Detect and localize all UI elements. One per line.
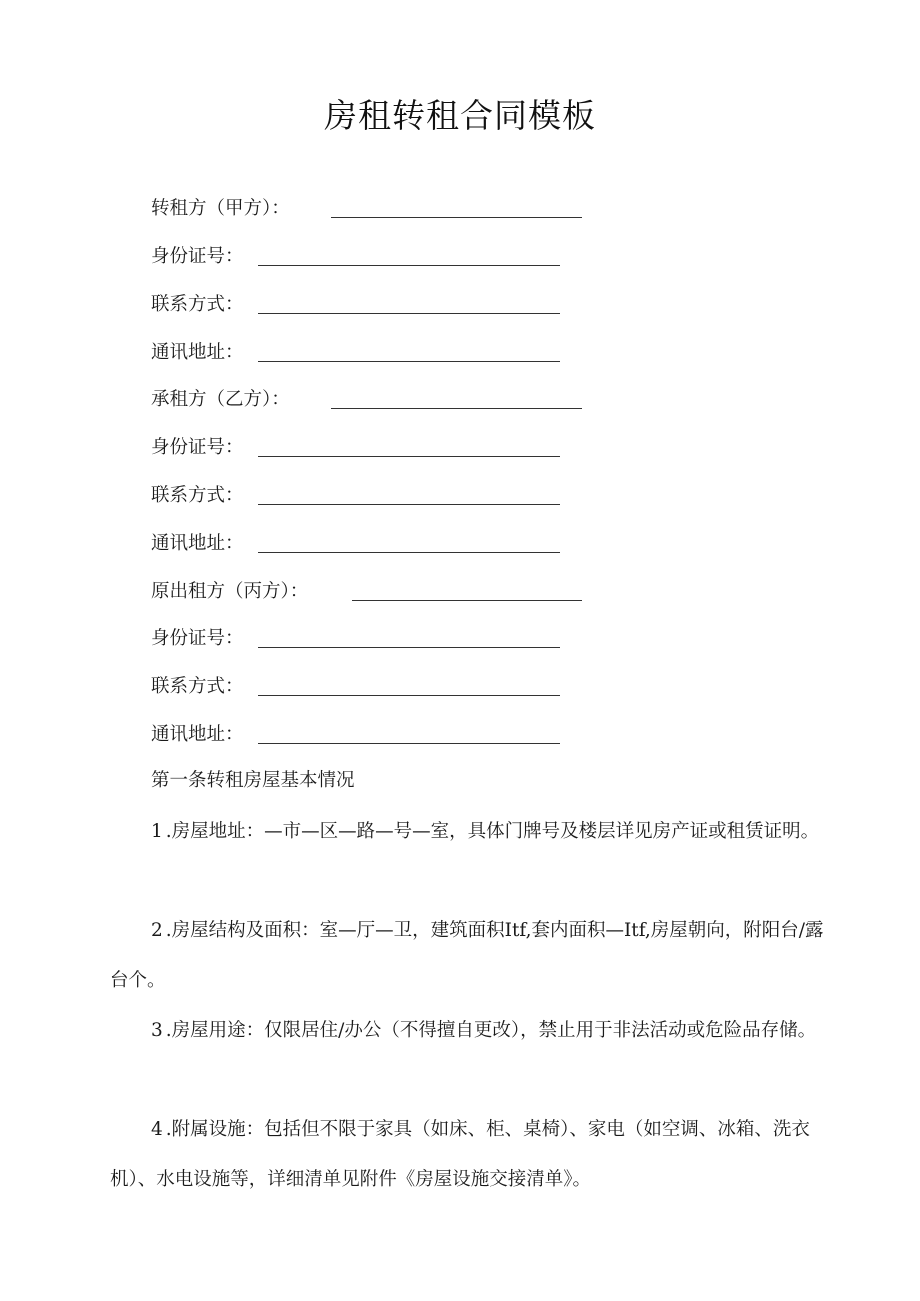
clause-number: 3 [151,1020,163,1041]
article-heading: 第一条转租房屋基本情况 [151,770,355,791]
sublessor-id-label: 身份证号： [151,246,244,267]
sublessee-label: 承租方（乙方）： [151,389,290,410]
original-lessor-id-label: 身份证号： [151,628,244,649]
clause-number: 2 [151,920,163,941]
sublessee-address-blank[interactable] [258,552,560,553]
original-lessor-address-label: 通讯地址： [151,724,244,745]
sublessee-address-label: 通讯地址： [151,533,244,554]
original-lessor-id-blank[interactable] [258,647,560,648]
original-lessor-address-blank[interactable] [258,743,560,744]
sublessee-id-blank[interactable] [258,456,560,457]
clause-text: .附属设施：包括但不限于家具（如床、柜、桌椅）、家电（如空调、冰箱、洗衣机）、水电设施等，详细清单见附件《房屋设施交接清单》。 [110,1119,810,1190]
sublessor-id-blank[interactable] [258,265,560,266]
original-lessor-contact-blank[interactable] [258,695,560,696]
sublessee-blank[interactable] [331,408,582,409]
sublessee-contact-label: 联系方式： [151,485,244,506]
clause-number: 1 [151,821,163,842]
clause-text: .房屋地址：—市—区—路—号—室，具体门牌号及楼层详见房产证或租赁证明。 [165,821,820,842]
sublessor-contact-label: 联系方式： [151,294,244,315]
clause-number: 4 [151,1119,163,1140]
original-lessor-blank[interactable] [352,600,582,601]
sublessor-label: 转租方（甲方）： [151,198,290,219]
clause-text: .房屋结构及面积：室—厅—卫，建筑面积Itf,套内面积—Itf,房屋朝向，附阳台/露台个。 [110,920,824,991]
clause-1 [110,807,830,857]
sublessor-address-blank[interactable] [258,361,560,362]
clause-4 [110,1105,830,1205]
original-lessor-contact-label: 联系方式： [151,676,244,697]
original-lessor-label: 原出租方（丙方）： [151,581,309,602]
clause-2 [110,906,830,1006]
page-title: 房租转租合同模板 [324,96,596,135]
clause-text: .房屋用途：仅限居住/办公（不得擅自更改），禁止用于非法活动或危险品存储。 [165,1020,817,1041]
sublessee-contact-blank[interactable] [258,504,560,505]
clause-3 [110,1006,830,1056]
sublessee-id-label: 身份证号： [151,437,244,458]
sublessor-contact-blank[interactable] [258,313,560,314]
sublessor-address-label: 通讯地址： [151,342,244,363]
sublessor-blank[interactable] [331,217,582,218]
